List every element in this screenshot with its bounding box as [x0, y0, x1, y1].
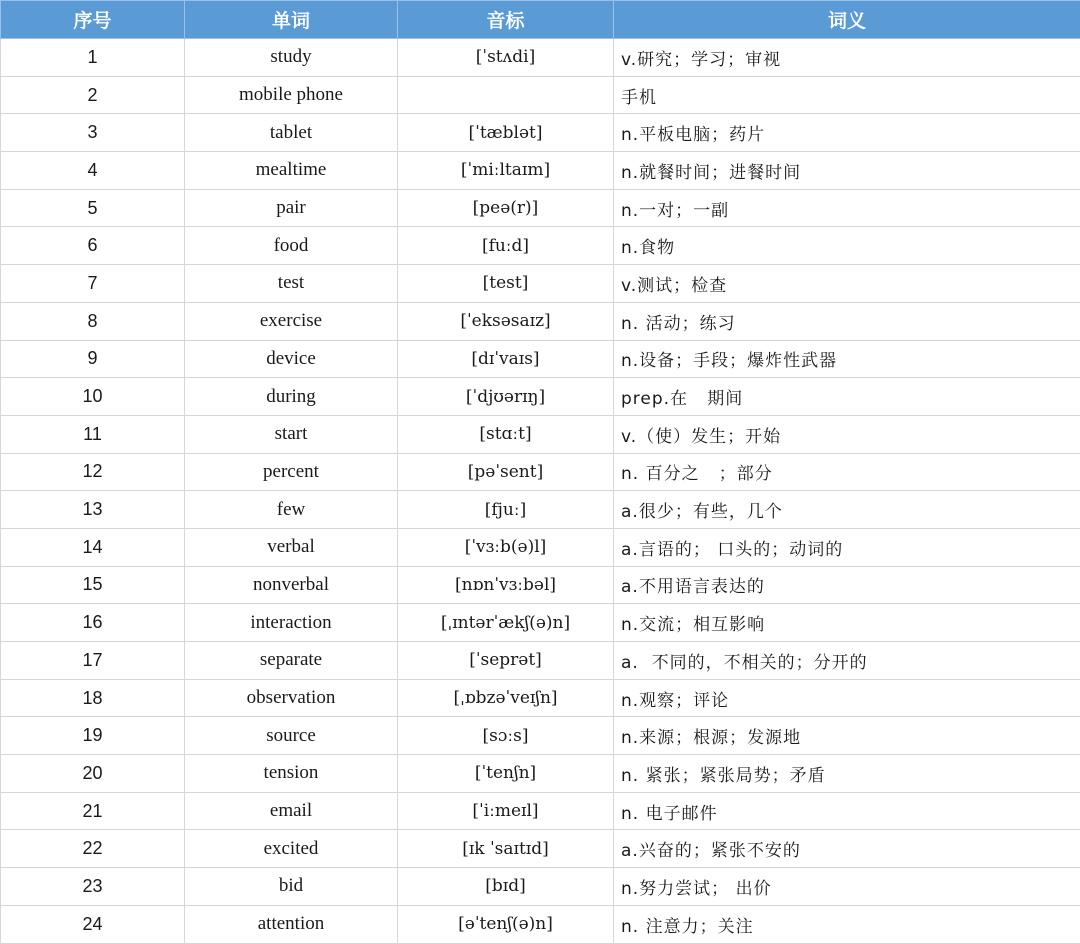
table-row: [1, 566, 1080, 604]
cell-meaning: n. 活动；练习: [614, 302, 1080, 340]
table-row: [1, 491, 1080, 529]
table-header: [1, 1, 1080, 39]
cell-meaning: n.就餐时间；进餐时间: [614, 152, 1080, 190]
cell-phonetic: [fjuː]: [398, 491, 614, 529]
cell-word: percent: [185, 453, 398, 491]
table-row: [1, 39, 1080, 77]
table-row: [1, 340, 1080, 378]
cell-word: device: [185, 340, 398, 378]
cell-phonetic: [dɪˈvaɪs]: [398, 340, 614, 378]
cell-meaning: 手机: [614, 76, 1080, 114]
cell-phonetic: [peə(r)]: [398, 189, 614, 227]
header-word: 单词: [185, 1, 398, 39]
table-row: [1, 76, 1080, 114]
cell-meaning: v.（使）发生；开始: [614, 415, 1080, 453]
table-row: [1, 415, 1080, 453]
cell-number: 1: [1, 39, 185, 77]
cell-number: 20: [1, 755, 185, 793]
cell-meaning: n. 百分之 ；部分: [614, 453, 1080, 491]
cell-number: 9: [1, 340, 185, 378]
cell-meaning: n.努力尝试； 出价: [614, 868, 1080, 906]
cell-number: 22: [1, 830, 185, 868]
cell-word: separate: [185, 642, 398, 680]
cell-number: 4: [1, 152, 185, 190]
cell-number: 21: [1, 792, 185, 830]
table-row: [1, 755, 1080, 793]
cell-meaning: n. 注意力；关注: [614, 905, 1080, 943]
table-row: [1, 453, 1080, 491]
cell-number: 2: [1, 76, 185, 114]
cell-number: 15: [1, 566, 185, 604]
cell-phonetic: [ˈstʌdi]: [398, 39, 614, 77]
cell-meaning: a.兴奋的；紧张不安的: [614, 830, 1080, 868]
cell-meaning: n.设备；手段；爆炸性武器: [614, 340, 1080, 378]
cell-word: nonverbal: [185, 566, 398, 604]
cell-word: food: [185, 227, 398, 265]
cell-phonetic: [ˈseprət]: [398, 642, 614, 680]
cell-number: 10: [1, 378, 185, 416]
table-row: [1, 604, 1080, 642]
cell-number: 5: [1, 189, 185, 227]
table-row: [1, 378, 1080, 416]
cell-phonetic: [test]: [398, 265, 614, 303]
table-row: [1, 265, 1080, 303]
cell-phonetic: [ˈeksəsaɪz]: [398, 302, 614, 340]
cell-word: during: [185, 378, 398, 416]
cell-word: observation: [185, 679, 398, 717]
table-row: [1, 227, 1080, 265]
cell-number: 17: [1, 642, 185, 680]
table-row: [1, 114, 1080, 152]
table-body: [1, 39, 1080, 944]
cell-meaning: a.不用语言表达的: [614, 566, 1080, 604]
cell-number: 16: [1, 604, 185, 642]
table-row: [1, 152, 1080, 190]
cell-phonetic: [ˈvɜːb(ə)l]: [398, 528, 614, 566]
cell-phonetic: [ˈmiːltaɪm]: [398, 152, 614, 190]
cell-number: 18: [1, 679, 185, 717]
cell-word: excited: [185, 830, 398, 868]
cell-phonetic: [stɑːt]: [398, 415, 614, 453]
cell-meaning: v.测试；检查: [614, 265, 1080, 303]
table-row: [1, 642, 1080, 680]
cell-number: 12: [1, 453, 185, 491]
cell-word: mealtime: [185, 152, 398, 190]
cell-word: tension: [185, 755, 398, 793]
cell-word: exercise: [185, 302, 398, 340]
cell-number: 7: [1, 265, 185, 303]
cell-word: mobile phone: [185, 76, 398, 114]
cell-phonetic: [sɔːs]: [398, 717, 614, 755]
table-row: [1, 679, 1080, 717]
cell-phonetic: [ˈtæblət]: [398, 114, 614, 152]
cell-word: pair: [185, 189, 398, 227]
cell-phonetic: [398, 76, 614, 114]
cell-meaning: n.来源；根源；发源地: [614, 717, 1080, 755]
cell-meaning: n.一对；一副: [614, 189, 1080, 227]
cell-word: few: [185, 491, 398, 529]
cell-number: 8: [1, 302, 185, 340]
cell-phonetic: [ˈdjʊərɪŋ]: [398, 378, 614, 416]
cell-number: 23: [1, 868, 185, 906]
cell-phonetic: [ˌɒbzəˈveɪʃn]: [398, 679, 614, 717]
cell-meaning: a.很少；有些，几个: [614, 491, 1080, 529]
cell-word: test: [185, 265, 398, 303]
table-row: [1, 905, 1080, 943]
cell-word: study: [185, 39, 398, 77]
cell-phonetic: [bɪd]: [398, 868, 614, 906]
cell-word: verbal: [185, 528, 398, 566]
cell-meaning: n.平板电脑；药片: [614, 114, 1080, 152]
cell-number: 13: [1, 491, 185, 529]
table-row: [1, 302, 1080, 340]
table-row: [1, 528, 1080, 566]
header-phonetic: 音标: [398, 1, 614, 39]
table-row: [1, 792, 1080, 830]
cell-phonetic: [ˈtenʃn]: [398, 755, 614, 793]
cell-word: source: [185, 717, 398, 755]
table-row: [1, 189, 1080, 227]
cell-phonetic: [əˈtenʃ(ə)n]: [398, 905, 614, 943]
cell-number: 6: [1, 227, 185, 265]
cell-number: 24: [1, 905, 185, 943]
cell-meaning: n.交流；相互影响: [614, 604, 1080, 642]
cell-word: attention: [185, 905, 398, 943]
cell-number: 14: [1, 528, 185, 566]
cell-phonetic: [nɒnˈvɜːbəl]: [398, 566, 614, 604]
cell-meaning: n. 电子邮件: [614, 792, 1080, 830]
cell-word: email: [185, 792, 398, 830]
cell-phonetic: [ˈiːmeɪl]: [398, 792, 614, 830]
cell-number: 3: [1, 114, 185, 152]
table-row: [1, 830, 1080, 868]
table-row: [1, 868, 1080, 906]
cell-meaning: prep.在 期间: [614, 378, 1080, 416]
cell-phonetic: [ˌɪntərˈækʃ(ə)n]: [398, 604, 614, 642]
header-meaning: 词义: [614, 1, 1080, 39]
cell-word: bid: [185, 868, 398, 906]
cell-meaning: a. 不同的，不相关的；分开的: [614, 642, 1080, 680]
header-number: 序号: [1, 1, 185, 39]
header-row: [1, 1, 1080, 39]
cell-phonetic: [pəˈsent]: [398, 453, 614, 491]
cell-meaning: n. 紧张；紧张局势；矛盾: [614, 755, 1080, 793]
cell-word: start: [185, 415, 398, 453]
table-row: [1, 717, 1080, 755]
cell-number: 11: [1, 415, 185, 453]
cell-phonetic: [ɪk ˈsaɪtɪd]: [398, 830, 614, 868]
cell-word: tablet: [185, 114, 398, 152]
cell-phonetic: [fuːd]: [398, 227, 614, 265]
cell-number: 19: [1, 717, 185, 755]
cell-meaning: v.研究；学习；审视: [614, 39, 1080, 77]
cell-meaning: a.言语的； 口头的；动词的: [614, 528, 1080, 566]
cell-word: interaction: [185, 604, 398, 642]
cell-meaning: n.食物: [614, 227, 1080, 265]
cell-meaning: n.观察；评论: [614, 679, 1080, 717]
